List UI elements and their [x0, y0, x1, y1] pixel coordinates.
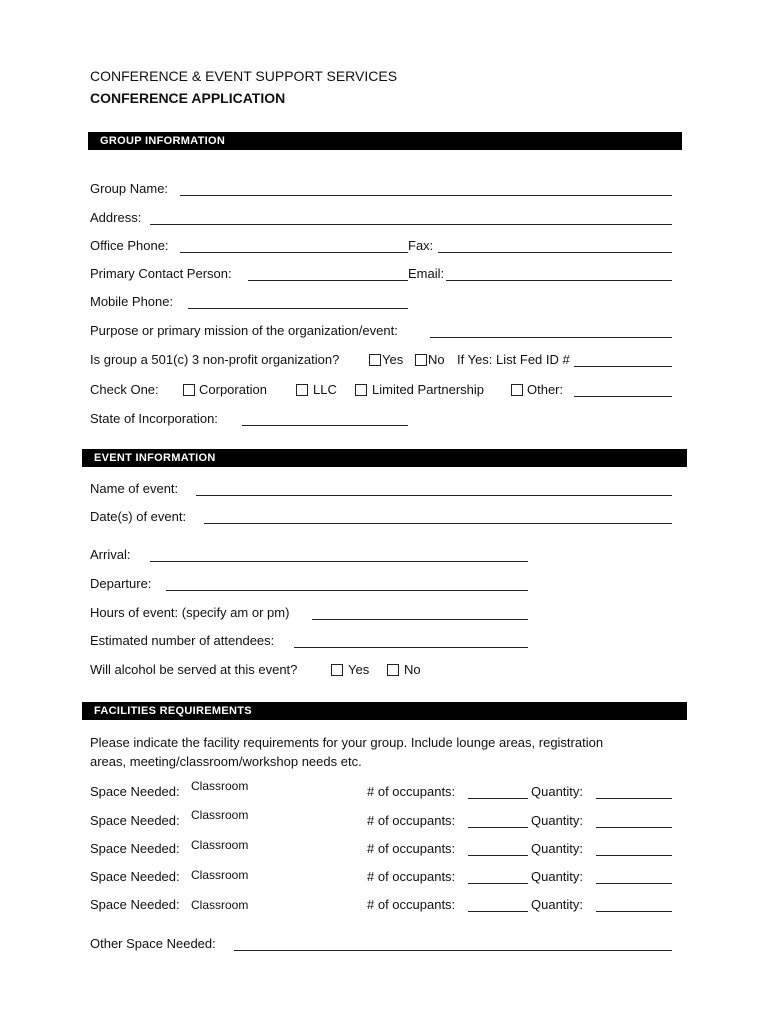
other-field[interactable] — [574, 396, 672, 397]
alcohol-yes-checkbox[interactable] — [331, 664, 343, 676]
space-type-select[interactable]: Classroom — [191, 898, 249, 912]
occupants-field[interactable] — [468, 798, 528, 799]
mobile-phone-label: Mobile Phone: — [90, 294, 174, 309]
space-needed-label: Space Needed: — [90, 813, 180, 828]
email-label: Email: — [408, 266, 445, 281]
office-phone-label: Office Phone: — [90, 238, 169, 253]
space-type-select[interactable]: Classroom — [191, 779, 249, 793]
group-name-field[interactable] — [180, 195, 672, 196]
space-needed-label: Space Needed: — [90, 869, 180, 884]
event-name-field[interactable] — [196, 495, 672, 496]
fed-id-label: If Yes: List Fed ID # — [457, 352, 570, 367]
space-needed-label: Space Needed: — [90, 897, 180, 912]
nonprofit-no-checkbox[interactable] — [415, 354, 427, 366]
space-needed-label: Space Needed: — [90, 841, 180, 856]
state-incorporation-label: State of Incorporation: — [90, 411, 218, 426]
event-dates-label: Date(s) of event: — [90, 509, 187, 524]
facilities-intro-line-2: areas, meeting/classroom/workshop needs etc. — [90, 754, 362, 769]
space-type-select[interactable]: Classroom — [191, 838, 249, 852]
alcohol-no-checkbox[interactable] — [387, 664, 399, 676]
section-header-facilities: FACILITIES REQUIREMENTS — [82, 702, 687, 720]
alcohol-question: Will alcohol be served at this event? — [90, 662, 298, 677]
page-title: CONFERENCE APPLICATION — [90, 90, 286, 106]
hours-field[interactable] — [312, 619, 528, 620]
organization-name: CONFERENCE & EVENT SUPPORT SERVICES — [90, 68, 398, 84]
section-header-event: EVENT INFORMATION — [82, 449, 687, 467]
space-type-select[interactable]: Classroom — [191, 808, 249, 822]
facilities-intro-line-1: Please indicate the facility requirements for your group. Include lounge areas, registration — [90, 735, 604, 750]
occupants-label: # of occupants: — [367, 869, 456, 884]
limited-partnership-label: Limited Partnership — [372, 382, 484, 397]
space-type-select[interactable]: Classroom — [191, 868, 249, 882]
occupants-field[interactable] — [468, 883, 528, 884]
llc-label: LLC — [313, 382, 337, 397]
departure-field[interactable] — [166, 590, 528, 591]
limited-partnership-checkbox[interactable] — [355, 384, 367, 396]
state-incorporation-field[interactable] — [242, 425, 408, 426]
other-label: Other: — [527, 382, 564, 397]
occupants-field[interactable] — [468, 827, 528, 828]
email-field[interactable] — [446, 280, 672, 281]
space-needed-label: Space Needed: — [90, 784, 180, 799]
occupants-label: # of occupants: — [367, 897, 456, 912]
occupants-label: # of occupants: — [367, 784, 456, 799]
address-field[interactable] — [150, 224, 672, 225]
occupants-label: # of occupants: — [367, 813, 456, 828]
event-dates-field[interactable] — [204, 523, 672, 524]
primary-contact-field[interactable] — [248, 280, 408, 281]
other-space-field[interactable] — [234, 950, 672, 951]
group-name-label: Group Name: — [90, 181, 169, 196]
quantity-label: Quantity: — [531, 869, 584, 884]
alcohol-yes-label: Yes — [348, 662, 370, 677]
quantity-field[interactable] — [596, 827, 672, 828]
office-phone-field[interactable] — [180, 252, 408, 253]
address-label: Address: — [90, 210, 142, 225]
quantity-field[interactable] — [596, 798, 672, 799]
occupants-label: # of occupants: — [367, 841, 456, 856]
quantity-field[interactable] — [596, 883, 672, 884]
primary-contact-label: Primary Contact Person: — [90, 266, 232, 281]
attendees-label: Estimated number of attendees: — [90, 633, 275, 648]
attendees-field[interactable] — [294, 647, 528, 648]
occupants-field[interactable] — [468, 911, 528, 912]
llc-checkbox[interactable] — [296, 384, 308, 396]
quantity-label: Quantity: — [531, 784, 584, 799]
quantity-label: Quantity: — [531, 897, 584, 912]
nonprofit-no-label: No — [428, 352, 445, 367]
hours-label: Hours of event: (specify am or pm) — [90, 605, 290, 620]
check-one-label: Check One: — [90, 382, 159, 397]
corporation-label: Corporation — [199, 382, 267, 397]
quantity-field[interactable] — [596, 911, 672, 912]
section-header-group: GROUP INFORMATION — [88, 132, 682, 150]
other-space-label: Other Space Needed: — [90, 936, 216, 951]
nonprofit-yes-checkbox[interactable] — [369, 354, 381, 366]
arrival-field[interactable] — [150, 561, 528, 562]
quantity-label: Quantity: — [531, 813, 584, 828]
fax-field[interactable] — [438, 252, 672, 253]
event-name-label: Name of event: — [90, 481, 179, 496]
corporation-checkbox[interactable] — [183, 384, 195, 396]
quantity-field[interactable] — [596, 855, 672, 856]
mobile-phone-field[interactable] — [188, 308, 408, 309]
nonprofit-yes-label: Yes — [382, 352, 404, 367]
fed-id-field[interactable] — [574, 366, 672, 367]
purpose-label: Purpose or primary mission of the organization/event: — [90, 323, 398, 338]
quantity-label: Quantity: — [531, 841, 584, 856]
occupants-field[interactable] — [468, 855, 528, 856]
fax-label: Fax: — [408, 238, 434, 253]
nonprofit-question: Is group a 501(c) 3 non-profit organization? — [90, 352, 340, 367]
purpose-field[interactable] — [430, 337, 672, 338]
arrival-label: Arrival: — [90, 547, 131, 562]
alcohol-no-label: No — [404, 662, 421, 677]
departure-label: Departure: — [90, 576, 152, 591]
other-checkbox[interactable] — [511, 384, 523, 396]
